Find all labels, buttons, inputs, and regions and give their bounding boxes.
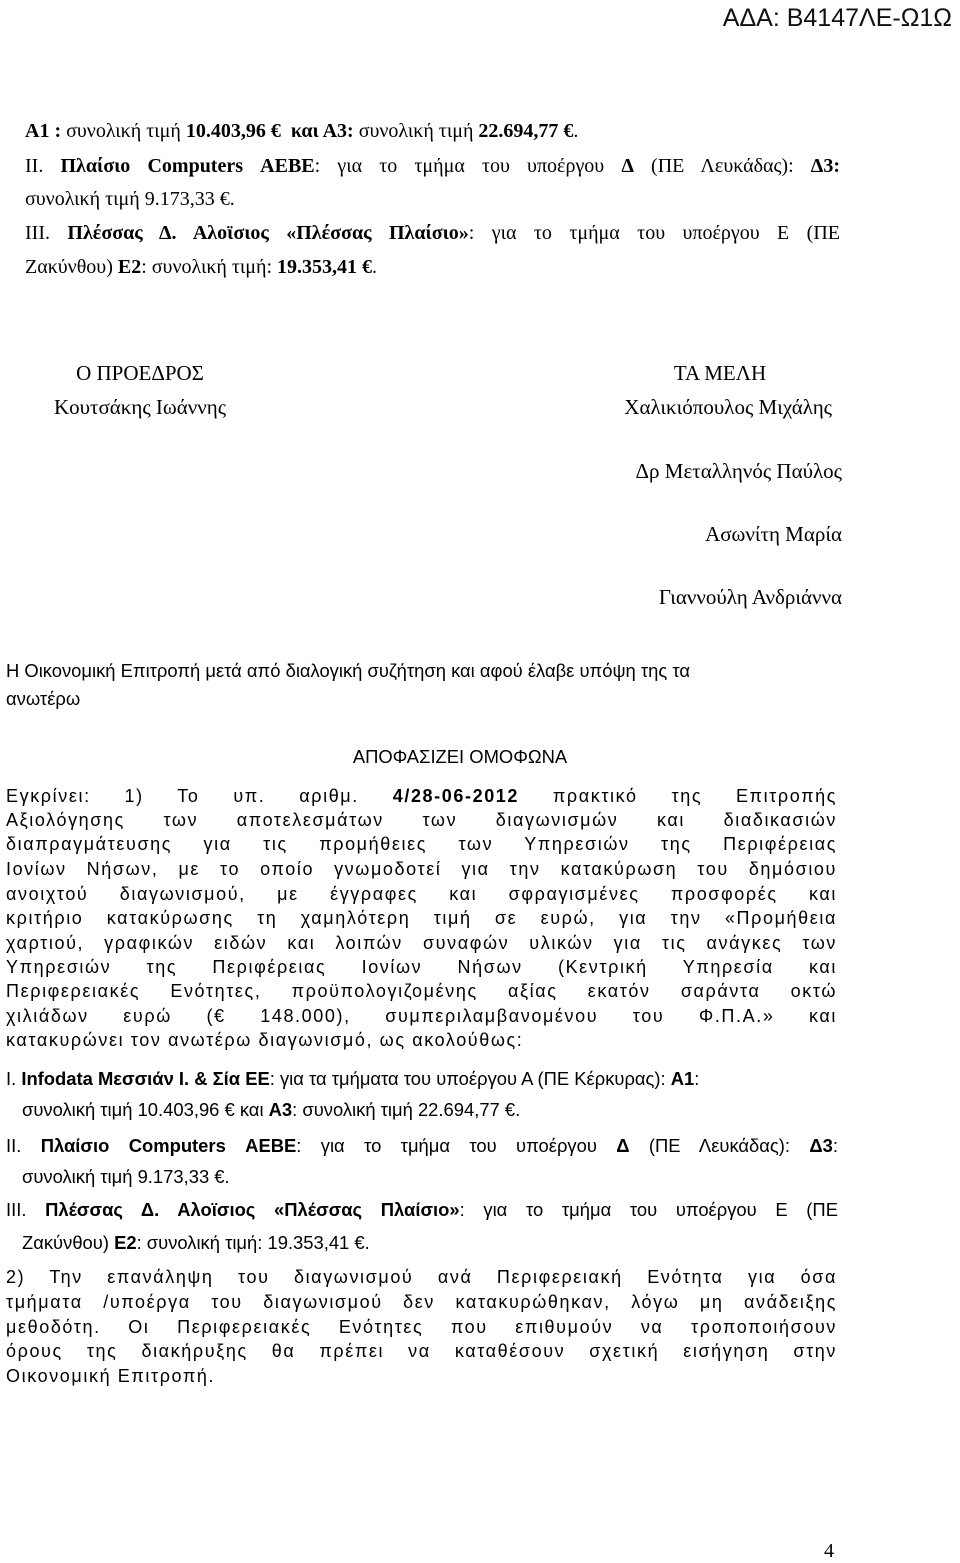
paragraph-line: Περιφερειακές Ενότητες, προϋπολογιζομένης αξίας εκατόν σαράντα οκτώ <box>6 981 837 1001</box>
paragraph-line: όρους της διακήρυξης θα πρέπει να καταθέσουν σχετική εισήγηση στην <box>6 1341 837 1361</box>
text: : για το τμήμα του υποέργου <box>314 155 622 177</box>
text: : για τα τμήματα του υποέργου Α (ΠΕ Κέρκυρας): <box>269 1068 671 1089</box>
text: Δ <box>616 1135 630 1156</box>
award-item-price: συνολική τιμή 9.173,33 €. <box>22 1166 230 1187</box>
text: : συνολική τιμή: 19.353,41 €. <box>136 1232 370 1253</box>
value-a3: 22.694,77 € <box>478 120 574 142</box>
company-name: Πλέσσας Δ. Αλοϊσιος «Πλέσσας Πλαίσιο» <box>67 222 469 244</box>
paragraph-line: Αξιολόγησης των αποτελεσμάτων των διαγωνισμών και διαδικασιών <box>6 810 837 830</box>
member-name: Γιαννούλη Ανδριάννα <box>658 585 842 609</box>
award-item-price <box>22 1099 520 1121</box>
member-name: Ασωνίτη Μαρία <box>705 522 842 546</box>
paragraph-line: Οικονομική Επιτροπή. <box>6 1366 216 1386</box>
text: (ΠΕ Λευκάδας): <box>629 1135 810 1156</box>
paragraph-line: τμήματα /υποέργα του διαγωνισμού δεν κατακυρώθηκαν, λόγω μη ανάδειξης <box>6 1292 837 1312</box>
award-item <box>6 1068 699 1090</box>
text: ΙΙΙ. <box>6 1199 46 1220</box>
text: Ε2 <box>117 256 142 278</box>
paragraph-line: Ιονίων Νήσων, με το οποίο γνωμοδοτεί για την κατακύρωση του δημόσιου <box>6 859 837 879</box>
paragraph-line: μεθοδότη. Οι Περιφερειακές Ενότητες που επιθυμούν να τροποποιήσουν <box>6 1317 837 1337</box>
text: Δ3: <box>810 155 840 177</box>
award-item <box>6 1135 838 1157</box>
member-name: Δρ Μεταλληνός Παύλος <box>635 459 842 483</box>
paragraph-line: διαπραγμάτευσης για τις προμήθειες των Υπηρεσιών της Περιφέρειας <box>6 834 837 854</box>
text: : συνολική τιμή 22.694,77 €. <box>292 1099 521 1120</box>
text: 19.353,41 € <box>277 256 373 278</box>
text: : για το τμήμα του υποέργου Ε (ΠΕ <box>468 222 840 244</box>
text: συνολική τιμή <box>353 120 479 142</box>
ada-code: ΑΔΑ: Β4147ΛΕ-Ω1Ω <box>722 4 952 32</box>
paragraph-line: χιλιάδων ευρώ (€ 148.000), συμπεριλαμβανομένου του Φ.Π.Α.» και <box>6 1006 837 1026</box>
text: . <box>573 120 579 142</box>
members-title: ΤΑ ΜΕΛΗ <box>673 361 767 385</box>
text: συνολική τιμή <box>61 120 186 142</box>
paragraph-line: ανοιχτού διαγωνισμού, με έγγραφες και σφραγισμένες προσφορές και <box>6 884 837 904</box>
award-item <box>6 1199 838 1221</box>
decision-heading: ΑΠΟΦΑΣΙΖΕΙ ΟΜΟΦΩΝΑ <box>352 746 568 767</box>
value-a1: 10.403,96 € <box>185 120 281 142</box>
text: : συνολική τιμή: <box>141 256 278 278</box>
company-name: Πλαίσιο Computers ΑΕΒΕ <box>60 155 315 177</box>
top-line-4 <box>25 222 840 245</box>
text: Δ3 <box>809 1135 833 1156</box>
top-line-2 <box>25 155 840 178</box>
text: Ζακύνθου) <box>22 1232 115 1253</box>
company-name: Infodata Μεσσιάν Ι. & Σία ΕΕ <box>21 1068 270 1089</box>
top-line-1 <box>25 120 578 143</box>
label-a1: Α1 : <box>25 120 62 142</box>
label-a3: και Α3: <box>290 120 354 142</box>
paragraph-line: 2) Την επανάληψη του διαγωνισμού ανά Περιφερειακή Ενότητα για όσα <box>6 1267 837 1287</box>
page-number: 4 <box>824 1540 834 1562</box>
paragraph-line: χαρτιού, γραφικών ειδών και λοιπών συναφών υλικών για τις ανάγκες των <box>6 933 837 953</box>
text: : <box>694 1068 700 1089</box>
text: Ε2 <box>114 1232 137 1253</box>
top-line-5 <box>25 256 377 279</box>
text: Ζακύνθου) <box>25 256 118 278</box>
text: ΙΙ. <box>6 1135 41 1156</box>
president-title: Ο ΠΡΟΕΔΡΟΣ <box>76 361 204 385</box>
text: ΙΙ. <box>25 155 61 177</box>
text: : για το τμήμα του υποέργου <box>296 1135 617 1156</box>
member-name: Χαλικιόπουλος Μιχάλης <box>624 395 832 419</box>
company-name: Πλέσσας Δ. Αλοϊσιος «Πλέσσας Πλαίσιο» <box>45 1199 460 1220</box>
text: (ΠΕ Λευκάδας): <box>633 155 811 177</box>
text: Ι. <box>6 1068 22 1089</box>
text: Δ <box>621 155 634 177</box>
decision-intro-line: Η Οικονομική Επιτροπή μετά από διαλογική συζήτηση και αφού έλαβε υπόψη της τα <box>6 660 690 681</box>
text: ΙΙΙ. <box>25 222 68 244</box>
paragraph-line: κατακυρώνει τον ανωτέρω διαγωνισμό, ως ακολούθως: <box>6 1030 524 1050</box>
paragraph-line: Υπηρεσιών της Περιφέρειας Ιονίων Νήσων (Κεντρική Υπηρεσία και <box>6 957 837 977</box>
award-item-price <box>22 1232 370 1254</box>
text: : <box>832 1135 838 1156</box>
text: συνολική τιμή 10.403,96 € και <box>22 1099 269 1120</box>
text: . <box>372 256 378 278</box>
paragraph-line: Εγκρίνει: 1) Το υπ. αριθμ. 4/28-06-2012 πρακτικό της Επιτροπής <box>6 786 837 806</box>
text: Α1 <box>670 1068 695 1089</box>
top-line-3: συνολική τιμή 9.173,33 €. <box>25 188 235 210</box>
text: Α3 <box>268 1099 293 1120</box>
paragraph-line: κριτήριο κατακύρωσης τη χαμηλότερη τιμή σε ευρώ, για την «Προμήθεια <box>6 908 837 928</box>
company-name: Πλαίσιο Computers ΑΕΒΕ <box>40 1135 297 1156</box>
text: : για το τμήμα του υποέργου Ε (ΠΕ <box>459 1199 838 1220</box>
president-name: Κουτσάκης Ιωάννης <box>53 395 227 419</box>
decision-intro-line: ανωτέρω <box>6 688 81 709</box>
